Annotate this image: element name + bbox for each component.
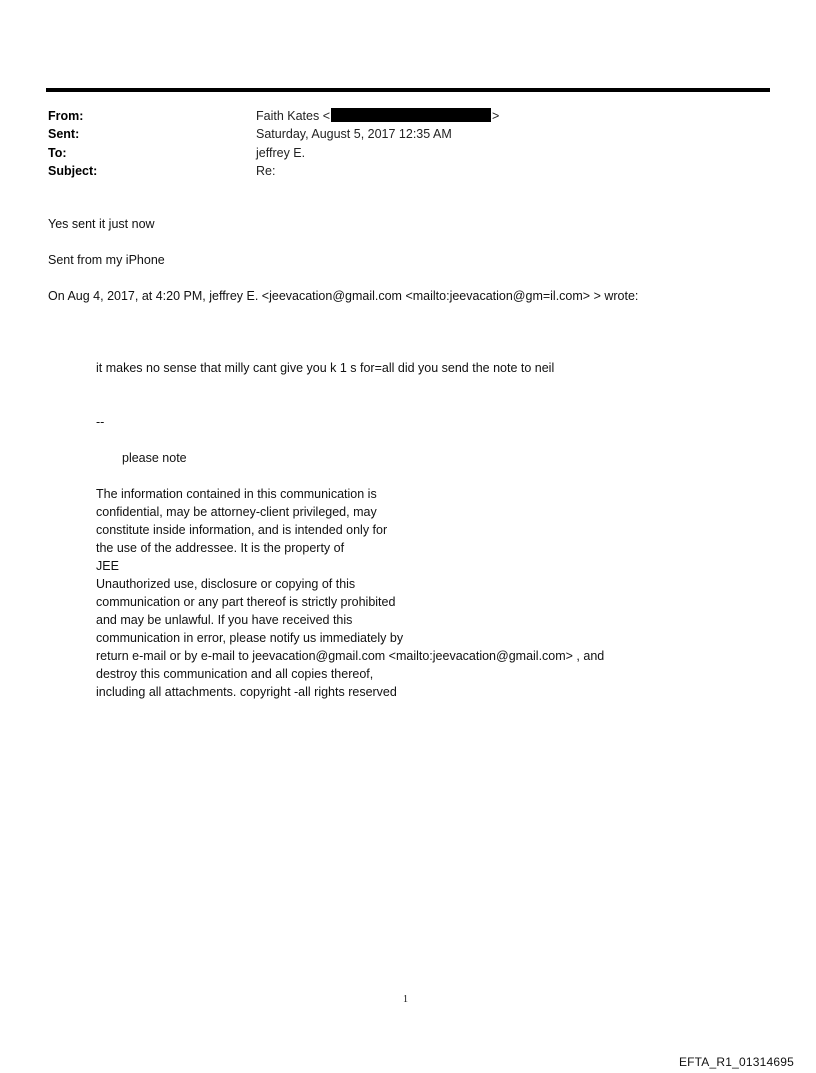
disclaimer-line: destroy this communication and all copies thereof, (96, 667, 374, 681)
signature-separator: -- (96, 415, 105, 429)
disclaimer-line: the use of the addressee. It is the property of (96, 541, 345, 555)
sent-value: Saturday, August 5, 2017 12:35 AM (256, 127, 452, 141)
from-label: From: (48, 109, 84, 123)
from-value (256, 107, 499, 125)
disclaimer-line: Unauthorized use, disclosure or copying of this (96, 577, 356, 591)
signature-text: Sent from my iPhone (48, 253, 165, 267)
quoted-message: it makes no sense that milly cant give you k 1 s for=all did you send the note to neil (96, 361, 555, 375)
disclaimer-line: including all attachments. copyright -all rights reserved (96, 685, 397, 699)
disclaimer-line: and may be unlawful. If you have received this (96, 613, 353, 627)
from-name: Faith Kates < (256, 109, 330, 123)
confidentiality-disclaimer (96, 485, 604, 701)
quote-intro: On Aug 4, 2017, at 4:20 PM, jeffrey E. <jeevacation@gmail.com <mailto:jeevacation@gm=il.com> > wrote: (48, 289, 639, 303)
redaction-block (331, 108, 491, 122)
to-value: jeffrey E. (256, 146, 306, 160)
to-label: To: (48, 146, 67, 160)
disclaimer-line: constitute inside information, and is intended only for (96, 523, 388, 537)
disclaimer-line: JEE (96, 559, 119, 573)
reply-text: Yes sent it just now (48, 217, 155, 231)
disclaimer-line: The information contained in this communication is (96, 487, 377, 501)
header-divider (46, 88, 770, 92)
page-number: 1 (403, 994, 408, 1005)
disclaimer-line: communication or any part thereof is strictly prohibited (96, 595, 396, 609)
disclaimer-line: return e-mail or by e-mail to jeevacation@gmail.com <mailto:jeevacation@gmail.com> , and (96, 649, 605, 663)
subject-label: Subject: (48, 164, 98, 178)
from-close-bracket: > (492, 109, 500, 123)
sent-label: Sent: (48, 127, 80, 141)
disclaimer-line: communication in error, please notify us immediately by (96, 631, 404, 645)
please-note-text: please note (122, 451, 187, 465)
document-id: EFTA_R1_01314695 (678, 1055, 794, 1069)
disclaimer-line: confidential, may be attorney-client privileged, may (96, 505, 377, 519)
subject-value: Re: (256, 164, 276, 178)
